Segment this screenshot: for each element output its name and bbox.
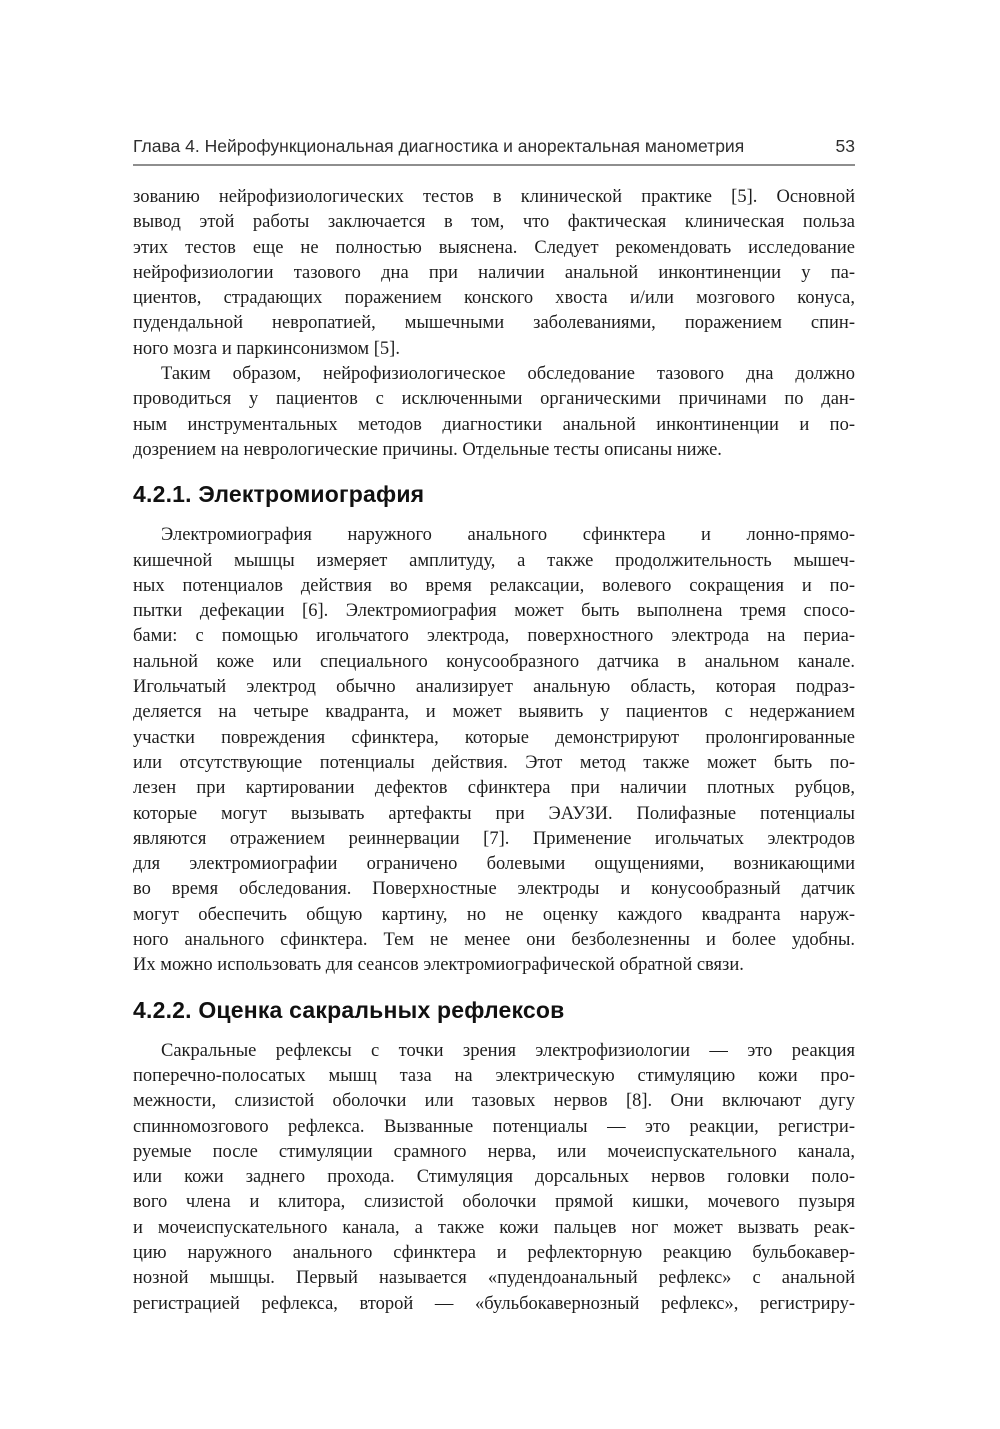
text-line: являются отражением реиннервации [7]. Применение игольчатых электродов: [133, 828, 855, 849]
text-line: пудендальной невропатией, мышечными заболеваниями, поражением спин-: [133, 313, 855, 334]
text-line: ным инструментальных методов диагностики анальной инконтиненции и по-: [133, 414, 855, 435]
text-line: ных потенциалов действия во время релаксации, волевого сокращения и по-: [133, 575, 855, 596]
text-line: дозрением на неврологические причины. Отдельные тесты описаны ниже.: [133, 439, 722, 460]
text-line: бами: с помощью игольчатого электрода, поверхностного электрода на периа-: [133, 626, 855, 647]
text-line: вого члена и клитора, слизистой оболочки прямой кишки, мочевого пузыря: [133, 1192, 855, 1213]
text-line: нейрофизиологии тазового дна при наличии анальной инконтиненции у па-: [133, 262, 855, 283]
text-line: пытки дефекации [6]. Электромиография может быть выполнена тремя спосо-: [133, 601, 855, 622]
text-line: регистрацией рефлекса, второй — «бульбокавернозный рефлекс», регистриру-: [133, 1293, 855, 1314]
text-line: или отсутствующие потенциалы действия. Этот метод также может быть по-: [133, 752, 855, 773]
text-line: спинномозгового рефлекса. Вызванные потенциалы — это реакции, регистри-: [133, 1116, 855, 1137]
text-line: лезен при картировании дефектов сфинктера при наличии плотных рубцов,: [133, 778, 855, 799]
text-line: или кожи заднего прохода. Стимуляция дорсальных нервов головки поло-: [133, 1167, 855, 1188]
page-number: 53: [835, 136, 855, 156]
text-line: Сакральные рефлексы с точки зрения электрофизиологии — это реакция: [161, 1040, 855, 1061]
text-line: вывод этой работы заключается в том, что фактическая клиническая польза: [133, 212, 855, 233]
text-line: проводиться у пациентов с исключенными органическими причинами по дан-: [133, 389, 855, 410]
page-header: [133, 136, 855, 157]
section-heading: 4.2.1. Электромиография: [133, 481, 425, 508]
text-line: этих тестов еще не полностью выяснена. Следует рекомендовать исследование: [133, 237, 855, 258]
paragraph: [133, 185, 855, 362]
page-content: [133, 136, 855, 1317]
text-line: циентов, страдающих поражением конского хвоста и/или мозгового конуса,: [133, 288, 855, 309]
text-line: нальной коже или специального конусообразного датчика в анальном канале.: [133, 651, 855, 672]
text-line: поперечно-полосатых мышц таза на электрическую стимуляцию кожи про-: [133, 1065, 855, 1086]
text-line: ного мозга и паркинсонизмом [5].: [133, 338, 400, 359]
text-line: деляется на четыре квадранта, и может выявить у пациентов с недержанием: [133, 702, 855, 723]
chapter-title: Глава 4. Нейрофункциональная диагностика и аноректальная манометрия: [133, 136, 745, 156]
text-line: во время обследования. Поверхностные электроды и конусообразный датчик: [133, 879, 855, 900]
text-line: кишечной мышцы измеряет амплитуду, а также продолжительность мышеч-: [133, 550, 855, 571]
text-line: участки повреждения сфинктера, которые демонстрируют пролонгированные: [133, 727, 855, 748]
text-line: для электромиографии ограничено болевыми ощущениями, возникающими: [133, 854, 855, 875]
paragraph: [133, 362, 855, 463]
section-heading: 4.2.2. Оценка сакральных рефлексов: [133, 996, 565, 1023]
text-line: межности, слизистой оболочки или тазовых нервов [8]. Они включают дугу: [133, 1091, 855, 1112]
paragraph: [133, 523, 855, 978]
text-line: которые могут вызывать артефакты при ЭАУЗИ. Полифазные потенциалы: [133, 803, 855, 824]
text-line: и мочеиспускательного канала, а также кожи пальцев ног может вызвать реак-: [133, 1217, 855, 1238]
text-line: Игольчатый электрод обычно анализирует анальную область, которая подраз-: [133, 677, 855, 698]
text-line: нозной мышцы. Первый называется «пудендоанальный рефлекс» с анальной: [133, 1268, 855, 1289]
text-line: могут обеспечить общую картину, но не оценку каждого квадранта наруж-: [133, 904, 855, 925]
text-line: Таким образом, нейрофизиологическое обследование тазового дна должно: [161, 364, 855, 385]
text-line: Электромиография наружного анального сфинктера и лонно-прямо-: [161, 525, 855, 546]
text-line: руемые после стимуляции срамного нерва, или мочеиспускательного канала,: [133, 1141, 855, 1162]
text-line: зованию нейрофизиологических тестов в клинической практике [5]. Основной: [133, 187, 855, 207]
page-body: [133, 185, 855, 1317]
text-line: цию наружного анального сфинктера и рефлекторную реакцию бульбокавер-: [133, 1242, 855, 1263]
text-line: Их можно использовать для сеансов электромиографической обратной связи.: [133, 955, 744, 976]
header-rule: [133, 164, 855, 166]
paragraph: [133, 1039, 855, 1317]
text-line: ного анального сфинктера. Тем не менее они безболезненны и более удобны.: [133, 930, 855, 951]
